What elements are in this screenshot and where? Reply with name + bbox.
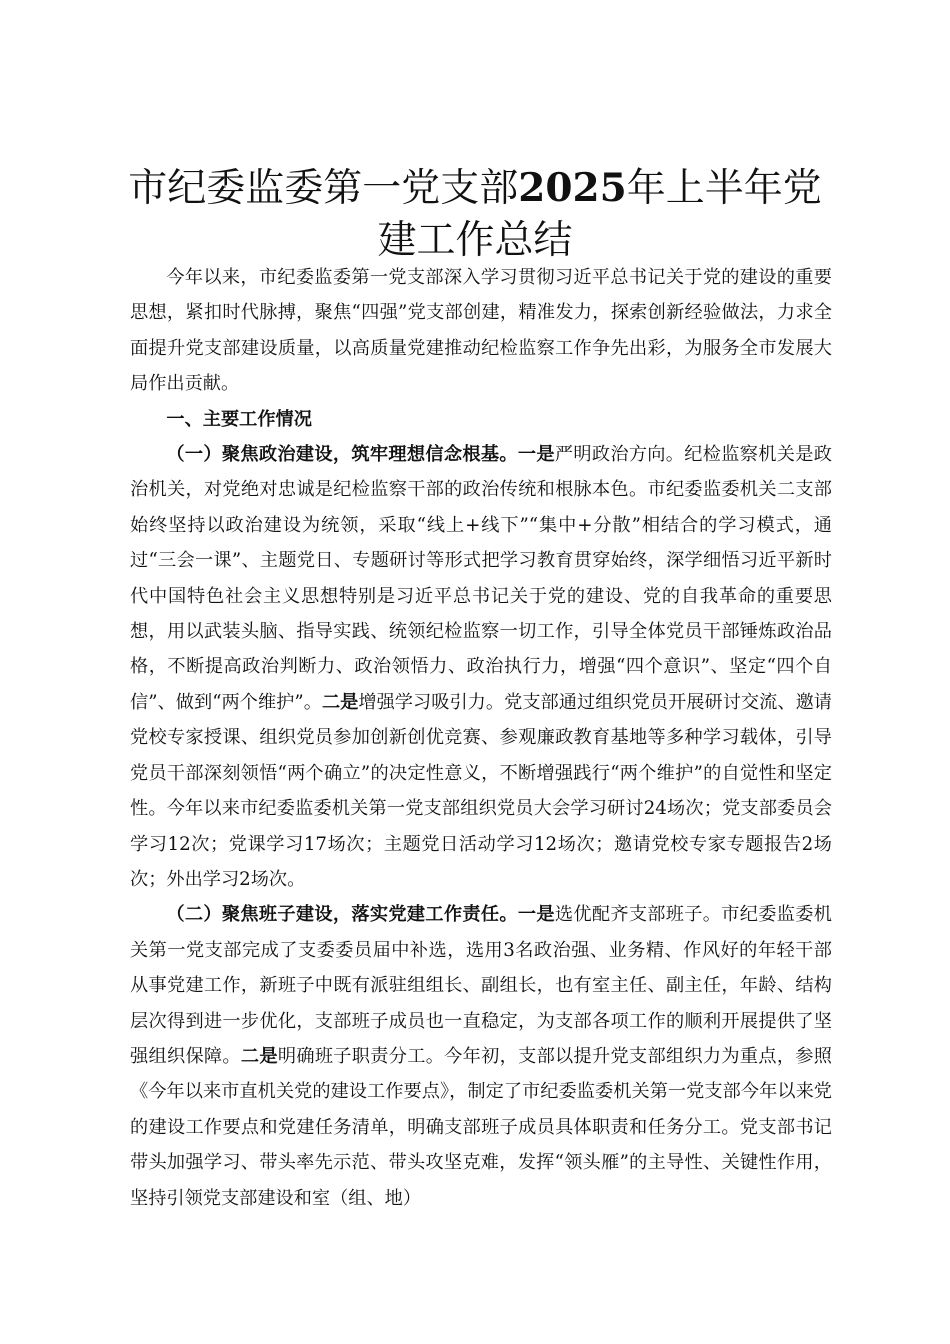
subsection-2-heading: （二）聚焦班子建设，落实党建工作责任。 xyxy=(166,904,518,926)
subsection-2-first-label: 一是 xyxy=(517,904,555,926)
subsection-1-first-text: 严明政治方向。纪检监察机关是政治机关，对党绝对忠诚是纪检监察干部的政治传统和根脉本色。市纪委监委机关二支部始终坚持以政治建设为统领，采取“线上+线下”“集中+分散”相结合的学习模式，通过“三会一课”、主题党日、专题研讨等形式把学习教育贯穿始终，深学细悟习近平新时代中国特色社会主义思想特别是习近平总书记关于党的建设、党的自我革命的重要思想，用以武装头脑、指导实践、统领纪检监察一切工作，引导全体党员干部锤炼政治品格，不断提高政治判断力、政治领悟力、政治执行力，增强“四个意识”、坚定“四个自信”、做到“两个维护”。 xyxy=(130,444,832,713)
subsection-1-paragraph xyxy=(130,437,832,897)
title-part-2: 年上半年党建工作总结 xyxy=(377,166,822,263)
title-year: 2025 xyxy=(518,165,627,211)
subsection-2-first-text: 选优配齐支部班子。市纪委监委机关第一党支部完成了支委委员届中补选，选用3名政治强、业务精、作风好的年轻干部从事党建工作，新班子中既有派驻组组长、副组长，也有室主任、副主任，年龄、结构层次得到进一步优化，支部班子成员也一直稳定，为支部各项工作的顺利开展提供了坚强组织保障。 xyxy=(130,904,832,1067)
subsection-2-paragraph xyxy=(130,897,832,1216)
subsection-2-second-text: 明确班子职责分工。今年初，支部以提升党支部组织力为重点，参照《今年以来市直机关党的建设工作要点》，制定了市纪委监委机关第一党支部今年以来党的建设工作要点和党建任务清单，明确支部班子成员具体职责和任务分工。党支部书记带头加强学习、带头率先示范、带头攻坚克难，发挥“领头雁”的主导性、关键性作用，坚持引领党支部建设和室（组、地） xyxy=(130,1045,832,1209)
subsection-1-second-text: 增强学习吸引力。党支部通过组织党员开展研讨交流、邀请党校专家授课、组织党员参加创新创优竞赛、参观廉政教育基地等多种学习载体，引导党员干部深刻领悟“两个确立”的决定性意义，不断增强践行“两个维护”的自觉性和坚定性。今年以来市纪委监委机关第一党支部组织党员大会学习研讨24场次；党支部委员会学习12次；党课学习17场次；主题党日活动学习12场次；邀请党校专家专题报告2场次；外出学习2场次。 xyxy=(130,691,832,890)
section-1-heading: 一、主要工作情况 xyxy=(166,408,312,430)
subsection-1-second-label: 二是 xyxy=(321,691,359,713)
intro-paragraph: 今年以来，市纪委监委第一党支部深入学习贯彻习近平总书记关于党的建设的重要思想，紧扣时代脉搏，聚焦“四强”党支部创建，精准发力，探索创新经验做法，力求全面提升党支部建设质量，以高质量党建推动纪检监察工作争先出彩，为服务全市发展大局作出贡献。 xyxy=(130,267,832,395)
document-title xyxy=(120,162,830,267)
document-body xyxy=(130,260,832,1216)
subsection-2-second-label: 二是 xyxy=(240,1045,278,1067)
subsection-1-first-label: 一是 xyxy=(517,444,555,466)
subsection-1-heading: （一）聚焦政治建设，筑牢理想信念根基。 xyxy=(166,444,518,466)
title-part-1: 市纪委监委第一党支部 xyxy=(128,166,519,211)
